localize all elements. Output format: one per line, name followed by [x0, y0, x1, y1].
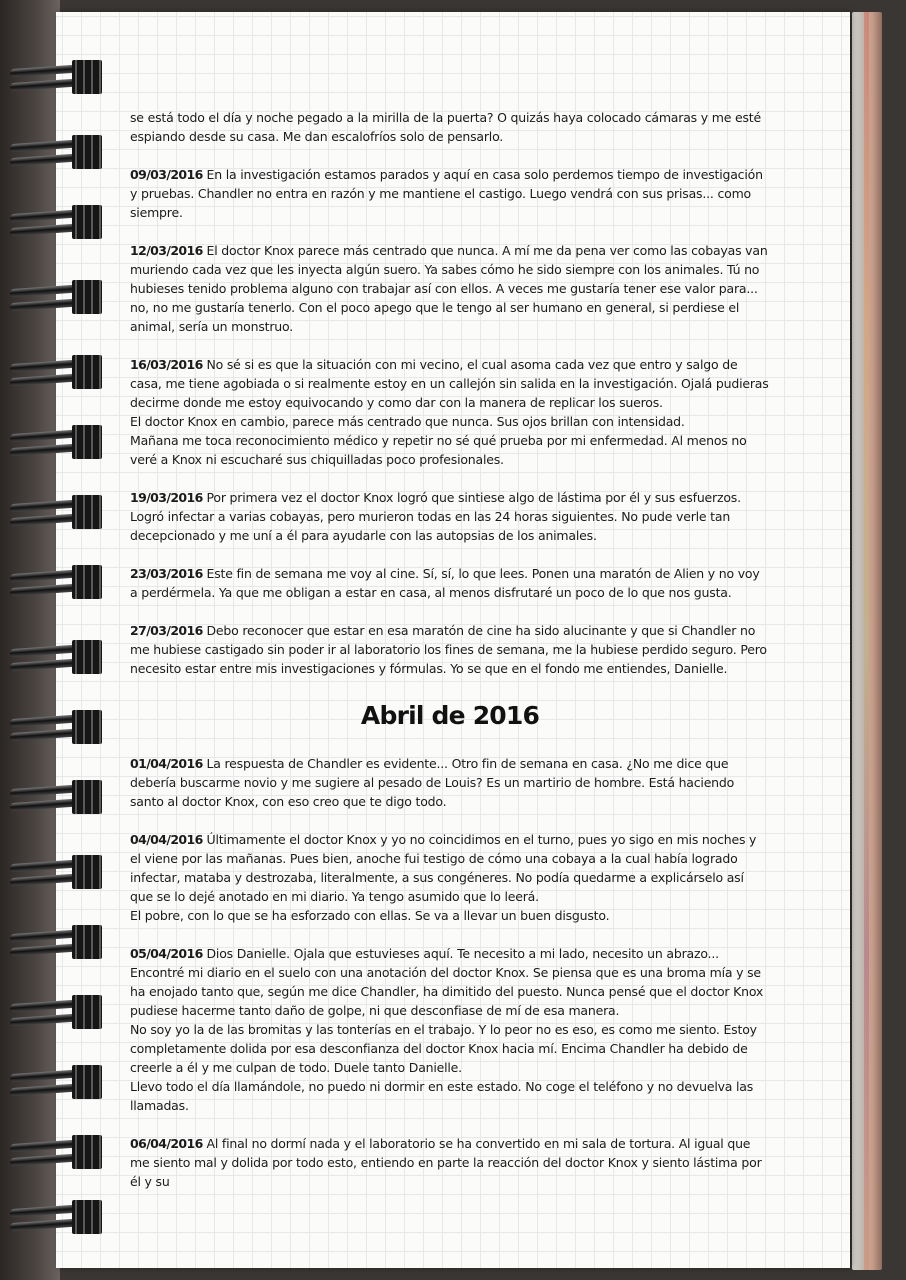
entry-date: 01/04/2016: [130, 756, 203, 771]
entry-date: 16/03/2016: [130, 357, 203, 372]
spiral-ring: [10, 60, 104, 96]
entry-text: No soy yo la de las bromitas y las tonterías en el trabajo. Y lo peor no es eso, es como me siento. Estoy completamente dolida por esa desconfianza del doctor Knox hacia mí. Encima Chandler ha debido de creerle a él y me culpan de todo. Duele tanto Danielle.: [130, 1022, 757, 1075]
month-heading: Abril de 2016: [360, 701, 540, 730]
entry-paragraph: [130, 355, 770, 412]
spiral-ring: [10, 1200, 104, 1236]
spiral-ring: [10, 1065, 104, 1101]
entry-date: 09/03/2016: [130, 167, 203, 182]
entry-date: 23/03/2016: [130, 566, 203, 581]
spiral-binding: [0, 40, 110, 1240]
entry-paragraph: [130, 412, 770, 431]
entry-paragraph: [130, 944, 770, 1020]
spiral-ring: [10, 280, 104, 316]
diary-entry: [130, 621, 770, 678]
spiral-ring: [10, 640, 104, 676]
diary-entry: [130, 944, 770, 1115]
spiral-ring: [10, 565, 104, 601]
entry-date: 12/03/2016: [130, 243, 203, 258]
spiral-ring: [10, 495, 104, 531]
entry-date: 04/04/2016: [130, 832, 203, 847]
entry-text: El pobre, con lo que se ha esforzado con ellas. Se va a llevar un buen disgusto.: [130, 908, 610, 923]
entry-text: Llevo todo el día llamándole, no puedo ni dormir en este estado. No coge el teléfono y no devuelva las llamadas.: [130, 1079, 754, 1113]
diary-entry: [130, 1134, 770, 1191]
entry-text: Al final no dormí nada y el laboratorio se ha convertido en mi sala de tortura. Al igual que me siento mal y dolida por todo esto, entiendo en parte la reacción del doctor Knox y siento lástima por él y su: [130, 1136, 762, 1189]
entry-paragraph: [130, 1020, 770, 1077]
entry-date: 05/04/2016: [130, 946, 203, 961]
entry-paragraph: [130, 241, 770, 336]
entry-paragraph: [130, 431, 770, 469]
spiral-ring: [10, 855, 104, 891]
entry-text: Últimamente el doctor Knox y yo no coincidimos en el turno, pues yo sigo en mis noches y el viene por las mañanas. Pues bien, anoche fui testigo de cómo una cobaya a la cual había logrado infectar, mataba y destrozaba, literalmente, a sus congéneres. No podía quedarme a explicárselo así que se lo dejé anotado en mi diario. Ya tengo asumido que lo leerá.: [130, 832, 757, 904]
diary-entry: [130, 488, 770, 545]
spiral-ring: [10, 135, 104, 171]
entry-date: 06/04/2016: [130, 1136, 203, 1151]
entry-text: Debo reconocer que estar en esa maratón de cine ha sido alucinante y que si Chandler no me hubiese castigado sin poder ir al laboratorio los fines de semana, me la hubiese perdido seguro. Pero necesito estar entre mis investigaciones y fórmulas. Yo se que en el fondo me entiendes, Danielle.: [130, 623, 767, 676]
spiral-ring: [10, 1135, 104, 1171]
diary-entry: [130, 165, 770, 222]
entry-paragraph: [130, 564, 770, 602]
spiral-ring: [10, 205, 104, 241]
entry-text: se está todo el día y noche pegado a la mirilla de la puerta? O quizás haya colocado cámaras y me esté espiando desde su casa. Me dan escalofríos solo de pensarlo.: [130, 110, 761, 144]
spiral-ring: [10, 355, 104, 391]
entry-text: El doctor Knox parece más centrado que nunca. A mí me da pena ver como las cobayas van muriendo cada vez que les inyecta algún suero. Ya sabes cómo he sido siempre con los animales. Tú no hubieses tenido problema alguno con trabajar así con ellos. A veces me gustaría tener ese valor para... no, no me gustaría tenerlo. Con el poco apego que le tengo al ser humano en general, si perdiese el animal, sería un monstruo.: [130, 243, 768, 334]
entry-text: No sé si es que la situación con mi vecino, el cual asoma cada vez que entro y salgo de casa, me tiene agobiada o si realmente estoy en un callejón sin salida en la investigación. Ojalá pudieras decirme donde me estoy equivocando y como dar con la manera de replicar los sueros.: [130, 357, 769, 410]
diary-entry: [130, 355, 770, 469]
entry-paragraph: [130, 830, 770, 906]
spiral-ring: [10, 425, 104, 461]
entry-text: Dios Danielle. Ojala que estuvieses aquí. Te necesito a mi lado, necesito un abrazo... Encontré mi diario en el suelo con una anotación del doctor Knox. Se piensa que es una broma mía y se ha enojado tanto que, según me dice Chandler, ha dimitido del puesto. Nunca pensé que el doctor Knox pudiese hacerme tanto daño de golpe, ni que desconfiase de mí de esa manera.: [130, 946, 764, 1018]
entry-paragraph: [130, 488, 770, 545]
entry-text: Por primera vez el doctor Knox logró que sintiese algo de lástima por él y sus esfuerzos. Logró infectar a varias cobayas, pero murieron todas en las 24 horas siguientes. No pude verle tan decepcionado y me uní a él para ayudarle con las autopsias de los animales.: [130, 490, 741, 543]
entry-date: 19/03/2016: [130, 490, 203, 505]
entry-paragraph: [130, 754, 770, 811]
notebook-page-edges: [852, 12, 882, 1270]
spiral-ring: [10, 925, 104, 961]
entry-text: En la investigación estamos parados y aquí en casa solo perdemos tiempo de investigación y pruebas. Chandler no entra en razón y me mantiene el castigo. Luego vendrá con sus prisas... como siempre.: [130, 167, 763, 220]
entry-text: Este fin de semana me voy al cine. Sí, sí, lo que lees. Ponen una maratón de Alien y no voy a perdérmela. Ya que me obligan a estar en casa, al menos disfrutaré un poco de lo que nos gusta.: [130, 566, 760, 600]
diary-entry: [130, 830, 770, 925]
entry-text: La respuesta de Chandler es evidente... Otro fin de semana en casa. ¿No me dice que debería buscarme novio y me sugiere al pesado de Louis? Es un martirio de hombre. Está haciendo santo al doctor Knox, con eso creo que te digo todo.: [130, 756, 735, 809]
entry-text: El doctor Knox en cambio, parece más centrado que nunca. Sus ojos brillan con intensidad.: [130, 414, 685, 429]
entry-paragraph: [130, 108, 770, 146]
diary-entry: [130, 564, 770, 602]
diary-text: [130, 108, 770, 1210]
diary-entry: [130, 241, 770, 336]
spiral-ring: [10, 995, 104, 1031]
diary-entry: [130, 754, 770, 811]
entry-paragraph: [130, 906, 770, 925]
spiral-ring: [10, 780, 104, 816]
entry-date: 27/03/2016: [130, 623, 203, 638]
entry-paragraph: [130, 621, 770, 678]
entry-paragraph: [130, 1077, 770, 1115]
entry-paragraph: [130, 1134, 770, 1191]
entries-march: [130, 108, 770, 678]
entry-paragraph: [130, 165, 770, 222]
diary-entry: [130, 108, 770, 146]
entries-april: [130, 754, 770, 1191]
entry-text: Mañana me toca reconocimiento médico y repetir no sé qué prueba por mi enfermedad. Al menos no veré a Knox ni escucharé sus chiquilladas poco profesionales.: [130, 433, 747, 467]
spiral-ring: [10, 710, 104, 746]
